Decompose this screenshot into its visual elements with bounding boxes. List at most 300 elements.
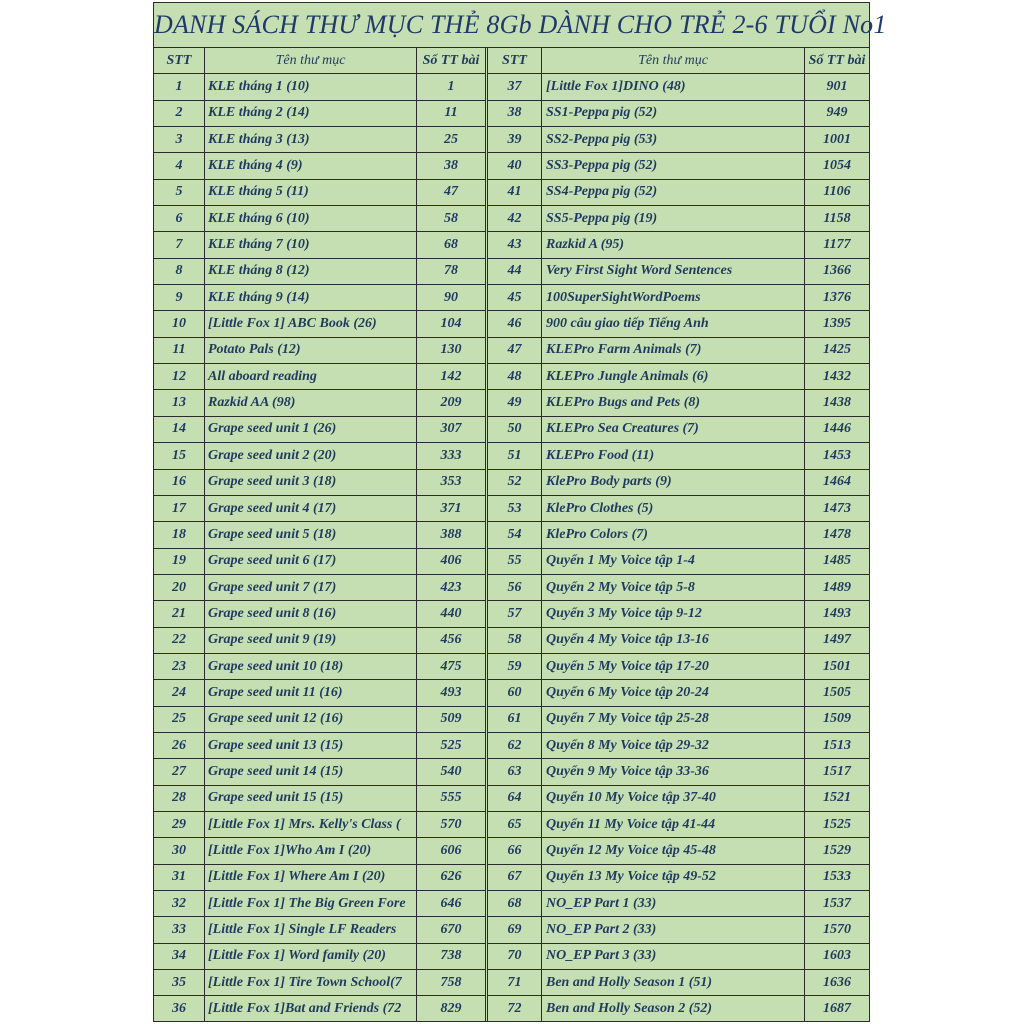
table-row xyxy=(488,101,869,127)
row-folder-name: 100SuperSightWordPoems xyxy=(542,285,805,310)
row-stt: 24 xyxy=(154,680,205,705)
row-folder-name: Quyển 4 My Voice tập 13-16 xyxy=(542,628,805,653)
row-track-number: 11 xyxy=(444,105,458,121)
row-stt: 7 xyxy=(154,232,205,257)
row-track-number: 1395 xyxy=(823,316,851,332)
row-folder-name: KlePro Clothes (5) xyxy=(542,496,805,521)
row-track-number: 1106 xyxy=(823,184,851,200)
row-folder-name: [Little Fox 1] ABC Book (26) xyxy=(205,311,417,336)
row-stt: 55 xyxy=(488,549,542,574)
row-stt: 25 xyxy=(154,707,205,732)
row-folder-name: Quyển 3 My Voice tập 9-12 xyxy=(542,601,805,626)
row-folder-name: Very First Sight Word Sentences xyxy=(542,259,805,284)
row-folder-name: NO_EP Part 1 (33) xyxy=(542,891,805,916)
row-stt: 62 xyxy=(488,733,542,758)
row-track-number: 406 xyxy=(440,553,462,569)
row-stt: 53 xyxy=(488,496,542,521)
row-stt: 18 xyxy=(154,522,205,547)
row-track-number: 371 xyxy=(440,500,462,516)
row-track-number: 1513 xyxy=(823,737,851,753)
row-stt: 43 xyxy=(488,232,542,257)
row-folder-name: Quyển 13 My Voice tập 49-52 xyxy=(542,865,805,890)
table-row xyxy=(488,917,869,943)
row-folder-name: KLE tháng 5 (11) xyxy=(205,180,417,205)
row-track-number: 1366 xyxy=(823,263,851,279)
table-row xyxy=(154,496,485,522)
row-folder-name: KLE tháng 4 (9) xyxy=(205,153,417,178)
row-track-number: 829 xyxy=(440,1001,462,1017)
row-folder-name: KLEPro Bugs and Pets (8) xyxy=(542,390,805,415)
row-stt: 70 xyxy=(488,944,542,969)
row-stt: 11 xyxy=(154,338,205,363)
row-folder-name: [Little Fox 1] Tire Town School(7 xyxy=(205,970,417,995)
table-row xyxy=(154,259,485,285)
row-stt: 39 xyxy=(488,127,542,152)
row-stt: 13 xyxy=(154,390,205,415)
row-track-number: 1529 xyxy=(823,842,851,858)
row-track-number: 1521 xyxy=(823,790,851,806)
row-stt: 4 xyxy=(154,153,205,178)
row-folder-name: [Little Fox 1]Who Am I (20) xyxy=(205,838,417,863)
row-folder-name: Grape seed unit 6 (17) xyxy=(205,549,417,574)
row-stt: 10 xyxy=(154,311,205,336)
row-stt: 8 xyxy=(154,259,205,284)
row-track-number: 307 xyxy=(440,421,462,437)
row-stt: 56 xyxy=(488,575,542,600)
table-row xyxy=(488,812,869,838)
row-track-number: 440 xyxy=(440,605,462,621)
row-track-number: 509 xyxy=(440,711,462,727)
row-folder-name: [Little Fox 1] Word family (20) xyxy=(205,944,417,969)
row-folder-name: Grape seed unit 10 (18) xyxy=(205,654,417,679)
row-folder-name: 900 câu giao tiếp Tiếng Anh xyxy=(542,311,805,336)
table-row xyxy=(488,654,869,680)
row-folder-name: SS1-Peppa pig (52) xyxy=(542,101,805,126)
row-track-number: 142 xyxy=(440,368,462,384)
table-row xyxy=(488,996,869,1021)
row-track-number: 1509 xyxy=(823,711,851,727)
row-folder-name: KLE tháng 8 (12) xyxy=(205,259,417,284)
row-stt: 6 xyxy=(154,206,205,231)
row-stt: 68 xyxy=(488,891,542,916)
row-stt: 71 xyxy=(488,970,542,995)
row-stt: 38 xyxy=(488,101,542,126)
row-track-number: 646 xyxy=(440,895,462,911)
row-track-number: 1177 xyxy=(823,237,851,253)
row-folder-name: Quyển 6 My Voice tập 20-24 xyxy=(542,680,805,705)
row-folder-name: Grape seed unit 13 (15) xyxy=(205,733,417,758)
row-folder-name: Quyển 5 My Voice tập 17-20 xyxy=(542,654,805,679)
row-folder-name: Grape seed unit 3 (18) xyxy=(205,470,417,495)
row-stt: 50 xyxy=(488,417,542,442)
row-track-number: 1432 xyxy=(823,368,851,384)
table-row xyxy=(154,838,485,864)
table-row xyxy=(154,707,485,733)
row-folder-name: KLE tháng 9 (14) xyxy=(205,285,417,310)
row-stt: 54 xyxy=(488,522,542,547)
row-folder-name: Grape seed unit 5 (18) xyxy=(205,522,417,547)
row-track-number: 104 xyxy=(440,316,462,332)
row-folder-name: Grape seed unit 1 (26) xyxy=(205,417,417,442)
table-row xyxy=(488,311,869,337)
table-row xyxy=(488,74,869,100)
row-folder-name: SS5-Peppa pig (19) xyxy=(542,206,805,231)
header-stt: STT xyxy=(154,48,205,73)
row-stt: 5 xyxy=(154,180,205,205)
row-track-number: 209 xyxy=(440,395,462,411)
row-folder-name: [Little Fox 1] Single LF Readers xyxy=(205,917,417,942)
table-row xyxy=(154,74,485,100)
row-track-number: 1505 xyxy=(823,684,851,700)
row-stt: 1 xyxy=(154,74,205,99)
table-row xyxy=(154,944,485,970)
table-row xyxy=(154,733,485,759)
row-track-number: 78 xyxy=(444,263,458,279)
row-track-number: 1158 xyxy=(823,210,851,226)
row-folder-name: [Little Fox 1]Bat and Friends (72 xyxy=(205,996,417,1021)
table-row xyxy=(154,127,485,153)
folder-tables xyxy=(154,48,869,1022)
row-track-number: 1446 xyxy=(823,421,851,437)
row-folder-name: Grape seed unit 15 (15) xyxy=(205,786,417,811)
table-row xyxy=(488,338,869,364)
right-table xyxy=(488,48,869,1022)
row-folder-name: KLE tháng 1 (10) xyxy=(205,74,417,99)
row-track-number: 1489 xyxy=(823,579,851,595)
row-folder-name: KLE tháng 6 (10) xyxy=(205,206,417,231)
row-stt: 40 xyxy=(488,153,542,178)
table-row xyxy=(488,628,869,654)
row-stt: 31 xyxy=(154,865,205,890)
table-row xyxy=(488,549,869,575)
row-stt: 65 xyxy=(488,812,542,837)
table-row xyxy=(488,285,869,311)
row-stt: 23 xyxy=(154,654,205,679)
row-folder-name: Quyển 9 My Voice tập 33-36 xyxy=(542,759,805,784)
table-row xyxy=(488,944,869,970)
row-folder-name: KLE tháng 3 (13) xyxy=(205,127,417,152)
table-row xyxy=(154,575,485,601)
row-stt: 58 xyxy=(488,628,542,653)
row-track-number: 1497 xyxy=(823,632,851,648)
row-stt: 21 xyxy=(154,601,205,626)
row-folder-name: Grape seed unit 11 (16) xyxy=(205,680,417,705)
row-folder-name: Grape seed unit 14 (15) xyxy=(205,759,417,784)
table-row xyxy=(488,680,869,706)
row-track-number: 1533 xyxy=(823,869,851,885)
row-stt: 44 xyxy=(488,259,542,284)
row-stt: 30 xyxy=(154,838,205,863)
table-row xyxy=(488,865,869,891)
row-track-number: 1438 xyxy=(823,395,851,411)
table-row xyxy=(488,601,869,627)
row-track-number: 1 xyxy=(447,79,455,95)
row-track-number: 570 xyxy=(440,816,462,832)
row-folder-name: KLE tháng 2 (14) xyxy=(205,101,417,126)
table-row xyxy=(154,970,485,996)
row-track-number: 525 xyxy=(440,737,462,753)
header-num: Số TT bài xyxy=(808,52,866,68)
row-track-number: 606 xyxy=(440,842,462,858)
row-track-number: 1478 xyxy=(823,526,851,542)
table-row xyxy=(154,311,485,337)
row-track-number: 1525 xyxy=(823,816,851,832)
row-stt: 37 xyxy=(488,74,542,99)
row-track-number: 1453 xyxy=(823,447,851,463)
table-row xyxy=(154,549,485,575)
table-row xyxy=(154,285,485,311)
row-folder-name: SS4-Peppa pig (52) xyxy=(542,180,805,205)
row-stt: 19 xyxy=(154,549,205,574)
row-track-number: 25 xyxy=(444,131,458,147)
row-stt: 51 xyxy=(488,443,542,468)
table-row xyxy=(488,522,869,548)
row-folder-name: Quyển 7 My Voice tập 25-28 xyxy=(542,707,805,732)
row-folder-name: KLEPro Sea Creatures (7) xyxy=(542,417,805,442)
row-track-number: 626 xyxy=(440,869,462,885)
row-stt: 27 xyxy=(154,759,205,784)
header-name: Tên thư mục xyxy=(205,48,417,73)
table-row xyxy=(154,865,485,891)
table-row xyxy=(488,733,869,759)
row-track-number: 555 xyxy=(440,790,462,806)
row-track-number: 1001 xyxy=(823,131,851,147)
table-row xyxy=(154,338,485,364)
table-row xyxy=(154,101,485,127)
row-stt: 63 xyxy=(488,759,542,784)
row-track-number: 333 xyxy=(440,447,462,463)
row-stt: 61 xyxy=(488,707,542,732)
row-folder-name: Razkid AA (98) xyxy=(205,390,417,415)
row-track-number: 1517 xyxy=(823,763,851,779)
row-track-number: 1425 xyxy=(823,342,851,358)
row-folder-name: KLEPro Jungle Animals (6) xyxy=(542,364,805,389)
table-row xyxy=(488,417,869,443)
row-folder-name: [Little Fox 1] Mrs. Kelly's Class ( xyxy=(205,812,417,837)
table-row xyxy=(154,654,485,680)
table-row xyxy=(154,443,485,469)
table-row xyxy=(488,127,869,153)
row-stt: 15 xyxy=(154,443,205,468)
row-folder-name: Grape seed unit 4 (17) xyxy=(205,496,417,521)
row-stt: 12 xyxy=(154,364,205,389)
row-folder-name: SS2-Peppa pig (53) xyxy=(542,127,805,152)
table-row xyxy=(154,917,485,943)
row-folder-name: Grape seed unit 9 (19) xyxy=(205,628,417,653)
table-row xyxy=(488,153,869,179)
row-stt: 46 xyxy=(488,311,542,336)
table-row xyxy=(488,496,869,522)
row-stt: 52 xyxy=(488,470,542,495)
table-row xyxy=(488,232,869,258)
table-row xyxy=(488,759,869,785)
row-folder-name: Razkid A (95) xyxy=(542,232,805,257)
row-folder-name: KLEPro Food (11) xyxy=(542,443,805,468)
row-folder-name: KlePro Body parts (9) xyxy=(542,470,805,495)
table-row xyxy=(154,364,485,390)
row-stt: 57 xyxy=(488,601,542,626)
row-track-number: 388 xyxy=(440,526,462,542)
table-row xyxy=(154,232,485,258)
row-track-number: 1636 xyxy=(823,974,851,990)
row-track-number: 1376 xyxy=(823,289,851,305)
page-title: DANH SÁCH THƯ MỤC THẺ 8Gb DÀNH CHO TRẺ 2-6 TUỔI No1 xyxy=(154,3,869,48)
row-stt: 45 xyxy=(488,285,542,310)
row-folder-name: Quyển 10 My Voice tập 37-40 xyxy=(542,786,805,811)
row-track-number: 475 xyxy=(440,658,462,674)
row-track-number: 758 xyxy=(440,974,462,990)
row-track-number: 38 xyxy=(444,158,458,174)
row-stt: 2 xyxy=(154,101,205,126)
table-row xyxy=(488,259,869,285)
row-stt: 28 xyxy=(154,786,205,811)
table-row xyxy=(488,970,869,996)
row-track-number: 1687 xyxy=(823,1001,851,1017)
row-stt: 47 xyxy=(488,338,542,363)
row-stt: 42 xyxy=(488,206,542,231)
row-track-number: 949 xyxy=(826,105,848,121)
header-stt: STT xyxy=(488,48,542,73)
row-stt: 64 xyxy=(488,786,542,811)
row-folder-name: Quyển 2 My Voice tập 5-8 xyxy=(542,575,805,600)
row-track-number: 456 xyxy=(440,632,462,648)
row-stt: 49 xyxy=(488,390,542,415)
row-stt: 3 xyxy=(154,127,205,152)
row-track-number: 738 xyxy=(440,948,462,964)
table-row xyxy=(154,390,485,416)
row-folder-name: [Little Fox 1] Where Am I (20) xyxy=(205,865,417,890)
table-row xyxy=(154,470,485,496)
row-stt: 69 xyxy=(488,917,542,942)
row-folder-name: Potato Pals (12) xyxy=(205,338,417,363)
row-stt: 33 xyxy=(154,917,205,942)
row-track-number: 423 xyxy=(440,579,462,595)
row-track-number: 540 xyxy=(440,763,462,779)
row-track-number: 1464 xyxy=(823,474,851,490)
table-row xyxy=(154,812,485,838)
table-row xyxy=(488,364,869,390)
row-folder-name: NO_EP Part 2 (33) xyxy=(542,917,805,942)
table-row xyxy=(154,601,485,627)
row-folder-name: SS3-Peppa pig (52) xyxy=(542,153,805,178)
table-row xyxy=(488,838,869,864)
row-folder-name: All aboard reading xyxy=(205,364,417,389)
row-folder-name: Quyển 1 My Voice tập 1-4 xyxy=(542,549,805,574)
row-track-number: 90 xyxy=(444,289,458,305)
table-row xyxy=(154,759,485,785)
right-header-row xyxy=(488,48,869,74)
left-table xyxy=(154,48,488,1022)
row-track-number: 1537 xyxy=(823,895,851,911)
row-folder-name: KLE tháng 7 (10) xyxy=(205,232,417,257)
row-folder-name: KLEPro Farm Animals (7) xyxy=(542,338,805,363)
row-stt: 36 xyxy=(154,996,205,1021)
table-row xyxy=(488,707,869,733)
table-row xyxy=(154,417,485,443)
row-folder-name: Ben and Holly Season 2 (52) xyxy=(542,996,805,1021)
row-stt: 72 xyxy=(488,996,542,1021)
row-stt: 16 xyxy=(154,470,205,495)
row-track-number: 58 xyxy=(444,210,458,226)
row-track-number: 1485 xyxy=(823,553,851,569)
row-stt: 34 xyxy=(154,944,205,969)
row-stt: 29 xyxy=(154,812,205,837)
row-folder-name: Grape seed unit 7 (17) xyxy=(205,575,417,600)
table-row xyxy=(488,786,869,812)
row-track-number: 47 xyxy=(444,184,458,200)
table-row xyxy=(488,206,869,232)
table-row xyxy=(488,180,869,206)
row-folder-name: Ben and Holly Season 1 (51) xyxy=(542,970,805,995)
row-stt: 41 xyxy=(488,180,542,205)
table-row xyxy=(154,680,485,706)
header-name: Tên thư mục xyxy=(542,48,805,73)
row-folder-name: [Little Fox 1] The Big Green Fore xyxy=(205,891,417,916)
row-track-number: 1054 xyxy=(823,158,851,174)
row-stt: 17 xyxy=(154,496,205,521)
row-folder-name: Grape seed unit 8 (16) xyxy=(205,601,417,626)
table-row xyxy=(488,575,869,601)
row-track-number: 670 xyxy=(440,922,462,938)
table-row xyxy=(488,443,869,469)
row-folder-name: Grape seed unit 2 (20) xyxy=(205,443,417,468)
row-folder-name: KlePro Colors (7) xyxy=(542,522,805,547)
row-track-number: 353 xyxy=(440,474,462,490)
header-num: Số TT bài xyxy=(422,52,480,68)
row-track-number: 1603 xyxy=(823,948,851,964)
row-stt: 48 xyxy=(488,364,542,389)
table-row xyxy=(154,786,485,812)
row-stt: 67 xyxy=(488,865,542,890)
row-stt: 60 xyxy=(488,680,542,705)
row-stt: 59 xyxy=(488,654,542,679)
row-stt: 26 xyxy=(154,733,205,758)
table-row xyxy=(154,180,485,206)
row-track-number: 901 xyxy=(826,79,848,95)
row-track-number: 1473 xyxy=(823,500,851,516)
table-row xyxy=(154,996,485,1021)
row-folder-name: Quyển 12 My Voice tập 45-48 xyxy=(542,838,805,863)
row-stt: 9 xyxy=(154,285,205,310)
table-row xyxy=(154,206,485,232)
folder-list-sheet xyxy=(153,2,887,1022)
row-stt: 35 xyxy=(154,970,205,995)
row-track-number: 493 xyxy=(440,684,462,700)
table-row xyxy=(154,891,485,917)
table-row xyxy=(488,390,869,416)
row-folder-name: NO_EP Part 3 (33) xyxy=(542,944,805,969)
row-stt: 22 xyxy=(154,628,205,653)
row-folder-name: Quyển 8 My Voice tập 29-32 xyxy=(542,733,805,758)
row-track-number: 1493 xyxy=(823,605,851,621)
table-row xyxy=(154,628,485,654)
row-folder-name: [Little Fox 1]DINO (48) xyxy=(542,74,805,99)
row-track-number: 1501 xyxy=(823,658,851,674)
row-track-number: 1570 xyxy=(823,922,851,938)
row-stt: 14 xyxy=(154,417,205,442)
row-folder-name: Quyển 11 My Voice tập 41-44 xyxy=(542,812,805,837)
table-row xyxy=(488,470,869,496)
row-stt: 32 xyxy=(154,891,205,916)
row-track-number: 68 xyxy=(444,237,458,253)
row-stt: 20 xyxy=(154,575,205,600)
table-row xyxy=(488,891,869,917)
row-folder-name: Grape seed unit 12 (16) xyxy=(205,707,417,732)
left-header-row xyxy=(154,48,485,74)
row-stt: 66 xyxy=(488,838,542,863)
table-row xyxy=(154,153,485,179)
table-row xyxy=(154,522,485,548)
